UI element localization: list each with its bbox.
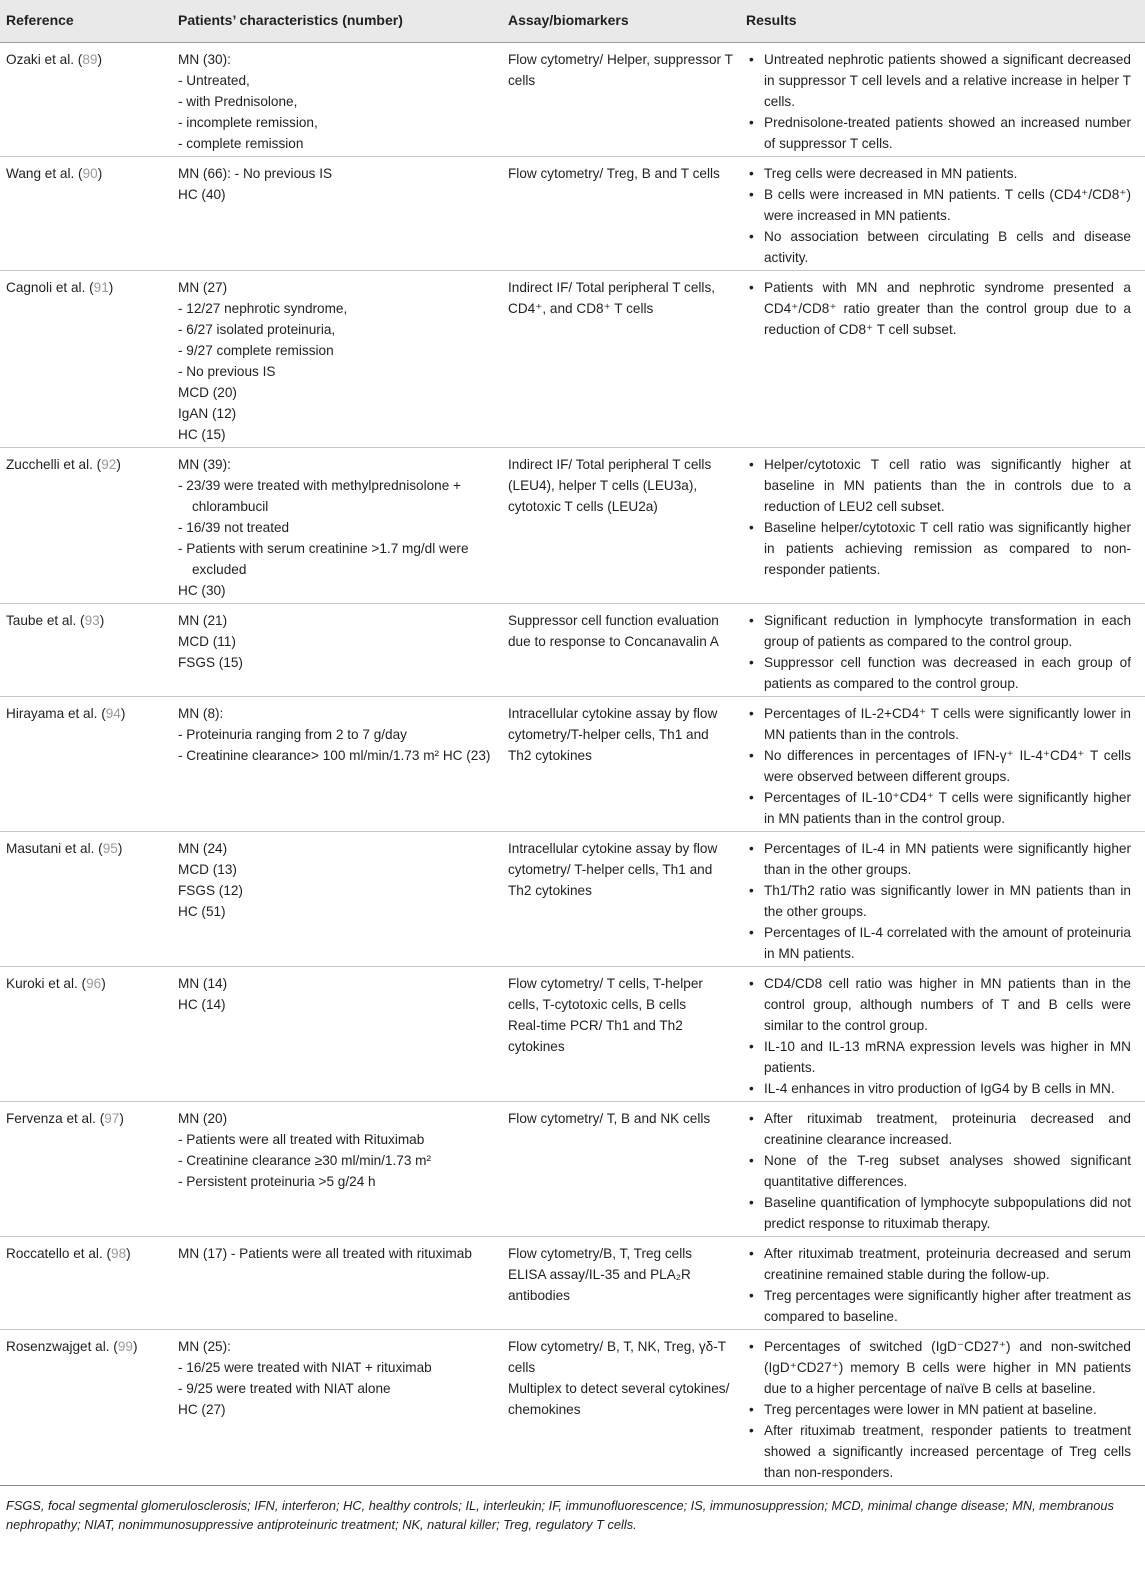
assay-cell: [502, 832, 740, 967]
result-item: • Helper/cytotoxic T cell ratio was significantly higher at baseline in MN patients than the in controls due to a reduction of LEU2 cell subset.: [746, 454, 1131, 517]
patients-line: MN (8):: [178, 706, 224, 721]
patients-line: MCD (20): [178, 385, 237, 400]
results-list: [746, 973, 1131, 1099]
assay-cell: [502, 1237, 740, 1330]
patients-line: MN (17) - Patients were all treated with rituximab: [178, 1246, 472, 1261]
patients-line: FSGS (15): [178, 655, 243, 670]
reference-close: ): [101, 976, 106, 991]
assay-line: Flow cytometry/ B, T, NK, Treg, γδ-T cells: [508, 1339, 726, 1375]
patients-cell: [172, 1330, 502, 1486]
assay-cell: [502, 604, 740, 697]
table-row: [0, 271, 1145, 448]
reference-cell: [0, 157, 172, 271]
reference-cell: [0, 604, 172, 697]
patients-line: MN (20): [178, 1111, 228, 1126]
table-footnote: FSGS, focal segmental glomerulosclerosis; IFN, interferon; HC, healthy controls; IL, interleukin; IF, immunofluorescence; IS, immunosuppression; MCD, minimal change disease; MN, membranous nephropathy; NIAT, nonimmunosuppressive antiproteinuric treatment; NK, natural killer; Treg, regulatory T cells.: [6, 1498, 1114, 1532]
reference-close: ): [126, 1246, 131, 1261]
patients-cell: [172, 271, 502, 448]
table-row: [0, 1330, 1145, 1486]
reference-link[interactable]: 92: [101, 457, 117, 472]
reference-close: ): [108, 280, 114, 295]
result-item: • After rituximab treatment, proteinuria decreased and serum creatinine remained stable during the follow-up.: [746, 1243, 1131, 1285]
assay-line: Indirect IF/ Total peripheral T cells, CD4⁺, and CD8⁺ T cells: [508, 280, 716, 316]
patients-line: HC (27): [178, 1402, 226, 1417]
results-cell: [740, 967, 1145, 1102]
results-cell: [740, 832, 1145, 967]
reference-cell: [0, 697, 172, 832]
header-row: [0, 0, 1145, 43]
patients-cell: [172, 967, 502, 1102]
reference-cell: [0, 832, 172, 967]
patients-line: - 12/27 nephrotic syndrome,: [178, 301, 348, 316]
assay-cell: [502, 967, 740, 1102]
reference-close: ): [99, 613, 105, 628]
patients-line: - 9/27 complete remission: [178, 343, 334, 358]
patients-line: - 23/39 were treated with methylprednisolone + chlorambucil: [178, 478, 461, 514]
reference-cell: [0, 967, 172, 1102]
reference-cell: [0, 448, 172, 604]
patients-line: - Creatinine clearance ≥30 ml/min/1.73 m²: [178, 1153, 432, 1168]
patients-line: MN (21): [178, 613, 228, 628]
results-list: [746, 610, 1131, 694]
results-list: [746, 454, 1131, 580]
reference-cell: [0, 43, 172, 157]
patients-cell: [172, 448, 502, 604]
reference-link[interactable]: 99: [117, 1339, 133, 1354]
assay-cell: [502, 697, 740, 832]
results-list: [746, 838, 1131, 964]
reference-close: ): [116, 457, 121, 472]
reference-link[interactable]: 96: [86, 976, 102, 991]
table-row: [0, 1237, 1145, 1330]
assay-line: Flow cytometry/ Treg, B and T cells: [508, 166, 720, 181]
reference-author: Masutani et al. (: [6, 841, 103, 856]
assay-line: Flow cytometry/ T, B and NK cells: [508, 1111, 711, 1126]
patients-cell: [172, 157, 502, 271]
table-row: [0, 448, 1145, 604]
patients-line: HC (14): [178, 997, 226, 1012]
header-reference: Reference: [0, 0, 172, 43]
assay-line: Real-time PCR/ Th1 and Th2 cytokines: [508, 1018, 683, 1054]
results-cell: [740, 697, 1145, 832]
assay-line: Multiplex to detect several cytokines/ chemokines: [508, 1381, 730, 1417]
assay-line: Suppressor cell function evaluation due to response to Concanavalin A: [508, 613, 719, 649]
reference-author: Hirayama et al. (: [6, 706, 106, 721]
patients-line: - Creatinine clearance> 100 ml/min/1.73 m² HC (23): [178, 748, 491, 763]
reference-cell: [0, 1330, 172, 1486]
result-item: • Percentages of IL-2+CD4⁺ T cells were significantly lower in MN patients than in the controls.: [746, 703, 1131, 745]
patients-line: - No previous IS: [178, 364, 276, 379]
results-list: [746, 163, 1131, 268]
patients-cell: [172, 832, 502, 967]
results-cell: [740, 157, 1145, 271]
reference-author: Wang et al. (: [6, 166, 83, 181]
result-item: • Treg percentages were significantly higher after treatment as compared to baseline.: [746, 1285, 1131, 1327]
result-item: • After rituximab treatment, responder patients to treatment showed a significantly increased percentage of Treg cells than non-responders.: [746, 1420, 1131, 1483]
header-assay: Assay/biomarkers: [502, 0, 740, 43]
results-list: [746, 1108, 1131, 1234]
assay-line: ELISA assay/IL-35 and PLA₂R antibodies: [508, 1267, 691, 1303]
assay-cell: [502, 157, 740, 271]
patients-line: FSGS (12): [178, 883, 243, 898]
reference-link[interactable]: 98: [111, 1246, 127, 1261]
patients-cell: [172, 1102, 502, 1237]
assay-line: Indirect IF/ Total peripheral T cells (LEU4), helper T cells (LEU3a), cytotoxic T cells (LEU2a): [508, 457, 712, 514]
table-row: [0, 604, 1145, 697]
result-item: • Percentages of IL-4 correlated with the amount of proteinuria in MN patients.: [746, 922, 1131, 964]
reference-close: ): [97, 166, 103, 181]
results-list: [746, 703, 1131, 829]
patients-line: IgAN (12): [178, 406, 237, 421]
patients-line: HC (15): [178, 427, 226, 442]
reference-close: ): [132, 1339, 138, 1354]
patients-line: MN (25):: [178, 1339, 231, 1354]
table-row: [0, 967, 1145, 1102]
result-item: • Suppressor cell function was decreased in each group of patients as compared to the control group.: [746, 652, 1131, 694]
assay-cell: [502, 448, 740, 604]
header-results: Results: [740, 0, 1145, 43]
reference-cell: [0, 1102, 172, 1237]
assay-line: Flow cytometry/ T cells, T-helper cells, T-cytotoxic cells, B cells: [508, 976, 703, 1012]
reference-link[interactable]: 90: [82, 166, 98, 181]
reference-cell: [0, 1237, 172, 1330]
patients-line: MCD (11): [178, 634, 236, 649]
patients-line: - incomplete remission,: [178, 115, 318, 130]
results-list: [746, 1243, 1131, 1327]
reference-close: ): [97, 52, 102, 67]
patients-cell: [172, 697, 502, 832]
patients-line: MN (30):: [178, 52, 231, 67]
patients-cell: [172, 43, 502, 157]
reference-author: Ozaki et al. (: [6, 52, 83, 67]
result-item: • Significant reduction in lymphocyte transformation in each group of patients as compared to the control group.: [746, 610, 1131, 652]
patients-cell: [172, 604, 502, 697]
result-item: • IL-10 and IL-13 mRNA expression levels was higher in MN patients.: [746, 1036, 1131, 1078]
patients-line: - Proteinuria ranging from 2 to 7 g/day: [178, 727, 407, 742]
patients-line: MN (27): [178, 280, 228, 295]
reference-close: ): [120, 706, 126, 721]
patients-line: - 16/25 were treated with NIAT + rituximab: [178, 1360, 432, 1375]
assay-cell: [502, 43, 740, 157]
result-item: • Percentages of IL-4 in MN patients were significantly higher than in the other groups.: [746, 838, 1131, 880]
result-item: • IL-4 enhances in vitro production of IgG4 by B cells in MN.: [746, 1078, 1131, 1099]
reference-link[interactable]: 97: [104, 1111, 120, 1126]
result-item: • Baseline quantification of lymphocyte subpopulations did not predict response to rituximab therapy.: [746, 1192, 1131, 1234]
reference-author: Zucchelli et al. (: [6, 457, 102, 472]
assay-line: Intracellular cytokine assay by flow cytometry/ T-helper cells, Th1 and Th2 cytokines: [508, 841, 718, 898]
result-item: • Untreated nephrotic patients showed a significant decreased in suppressor T cell levels and a relative increase in helper T cells.: [746, 49, 1131, 112]
patients-line: HC (51): [178, 904, 226, 919]
reference-cell: [0, 271, 172, 448]
reference-link[interactable]: 91: [93, 280, 109, 295]
reference-author: Roccatello et al. (: [6, 1246, 112, 1261]
result-item: • Percentages of IL-10⁺CD4⁺ T cells were significantly higher in MN patients than in the control group.: [746, 787, 1131, 829]
patients-line: - 16/39 not treated: [178, 520, 290, 535]
result-item: • Th1/Th2 ratio was significantly lower in MN patients than in the other groups.: [746, 880, 1131, 922]
reference-close: ): [119, 1111, 124, 1126]
assay-cell: [502, 1330, 740, 1486]
patients-line: - Patients were all treated with Rituximab: [178, 1132, 425, 1147]
results-cell: [740, 43, 1145, 157]
table-row: [0, 697, 1145, 832]
result-item: • Baseline helper/cytotoxic T cell ratio was significantly higher in patients achieving remission as compared to non-responder patients.: [746, 517, 1131, 580]
patients-line: MN (39):: [178, 457, 231, 472]
reference-author: Kuroki et al. (: [6, 976, 87, 991]
result-item: • B cells were increased in MN patients. T cells (CD4⁺/CD8⁺) were increased in MN patients.: [746, 184, 1131, 226]
table-row: [0, 832, 1145, 967]
results-cell: [740, 271, 1145, 448]
assay-line: Flow cytometry/ Helper, suppressor T cells: [508, 52, 733, 88]
reference-author: Cagnoli et al. (: [6, 280, 94, 295]
results-cell: [740, 1102, 1145, 1237]
result-item: • No differences in percentages of IFN-γ⁺ IL-4⁺CD4⁺ T cells were observed between different groups.: [746, 745, 1131, 787]
result-item: • Prednisolone-treated patients showed an increased number of suppressor T cells.: [746, 112, 1131, 154]
patients-cell: [172, 1237, 502, 1330]
patients-line: HC (40): [178, 187, 226, 202]
patients-line: HC (30): [178, 583, 226, 598]
reference-author: Rosenzwajget al. (: [6, 1339, 118, 1354]
results-cell: [740, 1330, 1145, 1486]
table-row: [0, 1102, 1145, 1237]
table-body: [0, 43, 1145, 1486]
result-item: • Patients with MN and nephrotic syndrome presented a CD4⁺/CD8⁺ ratio greater than the control group due to a reduction of CD8⁺ T cell subset.: [746, 277, 1131, 340]
results-list: [746, 49, 1131, 154]
result-item: • None of the T-reg subset analyses showed significant quantitative differences.: [746, 1150, 1131, 1192]
patients-line: MN (24): [178, 841, 228, 856]
patients-line: MCD (13): [178, 862, 237, 877]
assay-cell: [502, 271, 740, 448]
table-row: [0, 43, 1145, 157]
patients-line: - 6/27 isolated proteinuria,: [178, 322, 336, 337]
reference-author: Taube et al. (: [6, 613, 85, 628]
table-row: [0, 157, 1145, 271]
assay-cell: [502, 1102, 740, 1237]
result-item: • No association between circulating B cells and disease activity.: [746, 226, 1131, 268]
result-item: • After rituximab treatment, proteinuria decreased and creatinine clearance increased.: [746, 1108, 1131, 1150]
results-cell: [740, 1237, 1145, 1330]
header-patients: Patients’ characteristics (number): [172, 0, 502, 43]
patients-line: - 9/25 were treated with NIAT alone: [178, 1381, 391, 1396]
patients-line: - Untreated,: [178, 73, 250, 88]
reference-link[interactable]: 95: [102, 841, 118, 856]
assay-line: Intracellular cytokine assay by flow cytometry/T-helper cells, Th1 and Th2 cytokines: [508, 706, 718, 763]
patients-line: MN (14): [178, 976, 228, 991]
patients-line: - Patients with serum creatinine >1.7 mg/dl were excluded: [178, 541, 469, 577]
results-cell: [740, 604, 1145, 697]
patients-line: MN (66): - No previous IS: [178, 166, 333, 181]
result-item: • Percentages of switched (IgD⁻CD27⁺) and non-switched (IgD⁺CD27⁺) memory B cells were higher in MN patients due to a higher percentage of naïve B cells at baseline.: [746, 1336, 1131, 1399]
reference-link[interactable]: 89: [82, 52, 98, 67]
table-header: [0, 0, 1145, 43]
results-cell: [740, 448, 1145, 604]
result-item: • Treg cells were decreased in MN patients.: [746, 163, 1131, 184]
reference-link[interactable]: 94: [105, 706, 121, 721]
patients-line: - Persistent proteinuria >5 g/24 h: [178, 1174, 376, 1189]
assay-line: Flow cytometry/B, T, Treg cells: [508, 1246, 693, 1261]
results-list: [746, 277, 1131, 340]
result-item: • Treg percentages were lower in MN patient at baseline.: [746, 1399, 1131, 1420]
results-list: [746, 1336, 1131, 1483]
patients-line: - with Prednisolone,: [178, 94, 298, 109]
reference-author: Fervenza et al. (: [6, 1111, 105, 1126]
patients-line: - complete remission: [178, 136, 304, 151]
reference-link[interactable]: 93: [84, 613, 100, 628]
result-item: • CD4/CD8 cell ratio was higher in MN patients than in the control group, although numbers of T and B cells were similar to the control group.: [746, 973, 1131, 1036]
reference-close: ): [117, 841, 123, 856]
